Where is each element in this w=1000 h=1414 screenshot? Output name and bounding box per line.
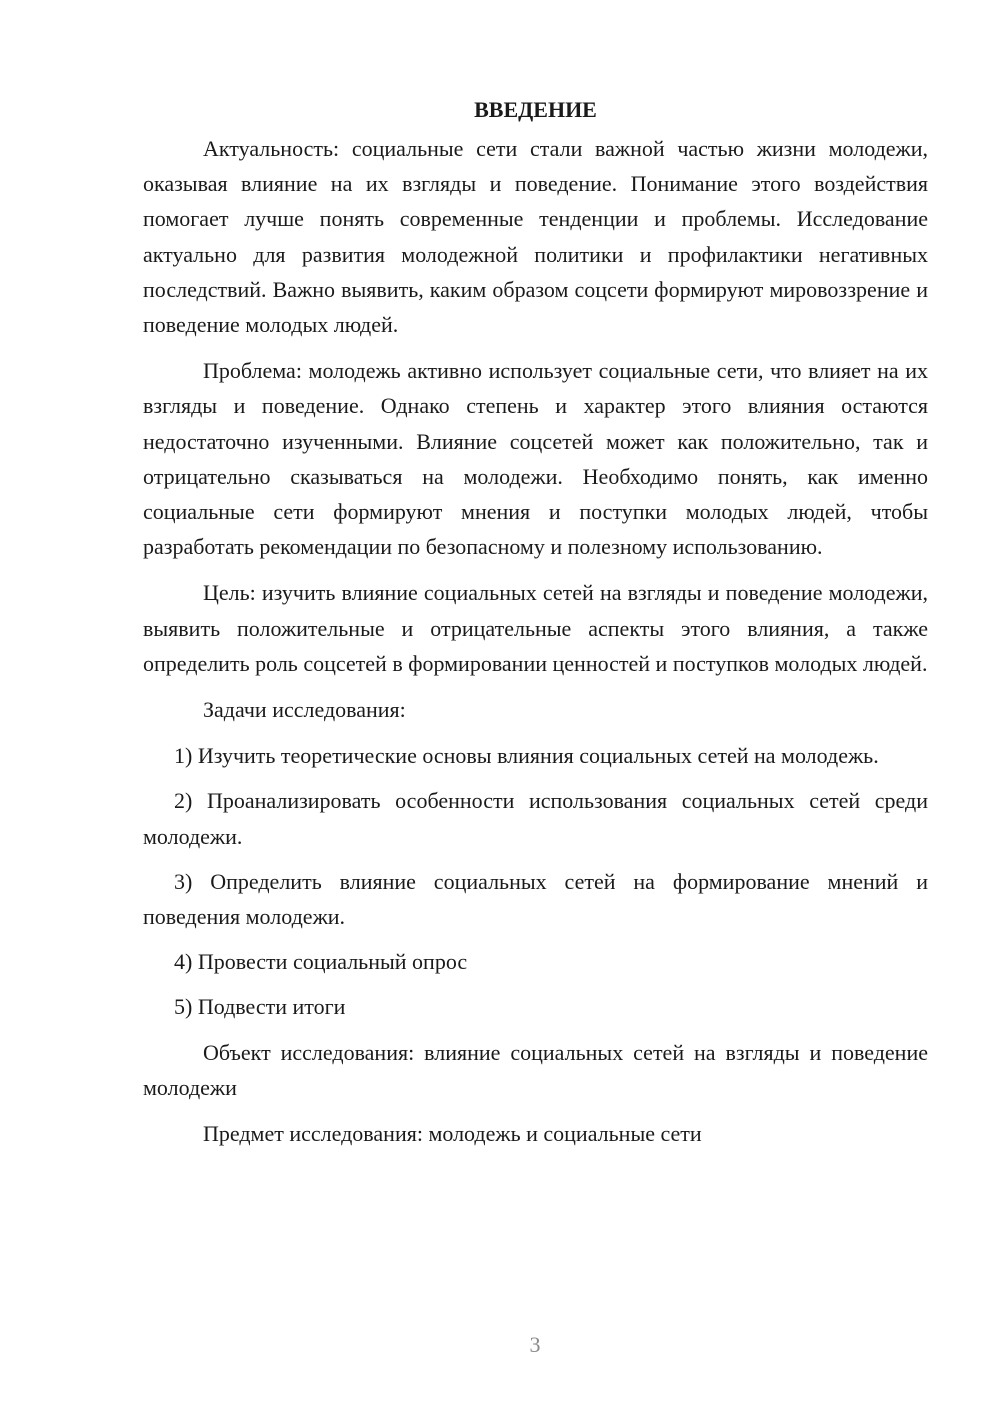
paragraph-problem: Проблема: молодежь активно использует социальные сети, что влияет на их взгляды и поведение. Однако степень и характер этого влияния остаются недостаточно изученными. Влияние соцсетей может как положительно, так и отрицательно сказываться на молодежи. Необходимо понять, как именно социальные сети формируют мнения и поступки молодых людей, чтобы разработать рекомендации по безопасному и полезному использованию. (143, 358, 928, 560)
list-item: 1) Изучить теоретические основы влияния социальных сетей на молодежь. (174, 743, 879, 769)
page-number: 3 (529, 1332, 541, 1357)
section-heading: ВВЕДЕНИЕ (474, 97, 597, 122)
list-item: 4) Провести социальный опрос (174, 949, 468, 975)
tasks-heading: Задачи исследования: (203, 697, 406, 723)
list-item: 5) Подвести итоги (174, 994, 346, 1020)
tasks-list (143, 738, 928, 1024)
paragraph-goal: Цель: изучить влияние социальных сетей на взгляды и поведение молодежи, выявить положительные и отрицательные аспекты этого влияния, а также определить роль соцсетей в формировании ценностей и поступков молодых людей. (143, 580, 928, 676)
document-body (143, 92, 928, 1162)
list-item: 3) Определить влияние социальных сетей на формирование мнений и поведения молодежи. (143, 868, 928, 930)
list-item: 2) Проанализировать особенности использования социальных сетей среди молодежи. (143, 788, 928, 849)
paragraph-relevance: Актуальность: социальные сети стали важной частью жизни молодежи, оказывая влияние на их взгляды и поведение. Понимание этого воздействия помогает лучше понять современные тенденции и проблемы. Исследование актуально для развития молодежной политики и профилактики негативных последствий. Важно выявить, каким образом соцсети формируют мировоззрение и поведение молодых людей. (143, 136, 928, 338)
paragraph-subject: Предмет исследования: молодежь и социальные сети (203, 1121, 702, 1147)
paragraph-object: Объект исследования: влияние социальных сетей на взгляды и поведение молодежи (143, 1039, 928, 1100)
